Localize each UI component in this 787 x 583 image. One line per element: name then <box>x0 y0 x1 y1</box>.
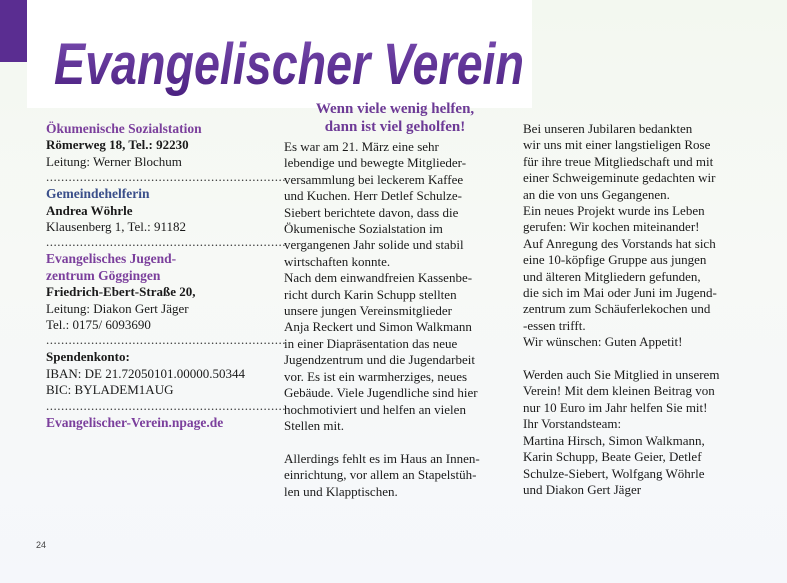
text-line: Verein! Mit dem kleinen Beitrag von <box>523 383 715 399</box>
text-line: einrichtung, vor allem an Stapelstüh- <box>284 467 477 483</box>
text-line: hochmotiviert und helfen an vielen <box>284 401 466 417</box>
article-body-2 <box>523 121 773 498</box>
jugendzentrum-phone: Tel.: 0175/ 6093690 <box>46 317 151 333</box>
text-line: Stellen mit. <box>284 417 344 433</box>
text-line: Schulze-Siebert, Wolfgang Wöhrle <box>523 465 705 481</box>
text-line: Auf Anregung des Vorstands hat sich <box>523 235 716 251</box>
text-line: Ihr Vorstandsteam: <box>523 416 622 432</box>
separator: ................................................................ <box>46 397 286 413</box>
text-line: Siebert berichtete davon, dass die <box>284 204 459 220</box>
text-line: die sich im Mai oder Juni im Jugend- <box>523 285 717 301</box>
text-line: Gebäude. Viele Jugendliche sind hier <box>284 385 478 401</box>
gemeindehelferin-address: Klausenberg 1, Tel.: 91182 <box>46 219 187 235</box>
text-line: und Kuchen. Herr Detlef Schulze- <box>284 188 462 204</box>
article-column-2 <box>523 121 773 498</box>
logo-text: Evangelischer Verein <box>54 32 524 97</box>
konto-bic: BIC: BYLADEM1AUG <box>46 382 174 398</box>
text-line: Bei unseren Jubilaren bedankten <box>523 121 693 136</box>
text-line: vergangenen Jahr solide und stabil <box>284 237 464 253</box>
konto-title: Spendenkonto: <box>46 349 130 365</box>
text-line: eine 10-köpfige Gruppe aus jungen <box>523 252 707 268</box>
text-line: Jugendzentrum und die Jugendarbeit <box>284 352 475 368</box>
text-line: Werden auch Sie Mitglied in unserem <box>523 367 720 383</box>
text-line: in einer Diapräsentation das neue <box>284 335 458 351</box>
text-line: Karin Schupp, Beate Geier, Detlef <box>523 449 702 465</box>
gemeindehelferin-title: Gemeindehelferin <box>46 186 150 202</box>
jugendzentrum-title-2: zentrum Göggingen <box>46 267 161 283</box>
text-line: für ihre treue Mitgliedschaft und mit <box>523 153 714 169</box>
text-line: gerufen: Wir kochen miteinander! <box>523 219 700 235</box>
text-line: vor. Es ist ein warmherziges, neues <box>284 368 468 384</box>
paragraph-gap <box>284 434 506 450</box>
text-line: Es war am 21. März eine sehr <box>284 139 439 154</box>
paragraph-gap <box>523 351 773 367</box>
article-column-1 <box>284 100 506 500</box>
text-line: lebendige und bewegte Mitglieder- <box>284 155 467 171</box>
konto-iban: IBAN: DE 21.72050101.00000.50344 <box>46 365 245 381</box>
sozialstation-lead: Leitung: Werner Blochum <box>46 153 182 169</box>
page-number: 24 <box>36 540 47 550</box>
contacts-column <box>46 121 286 431</box>
text-line: und älteren Mitgliedern gefunden, <box>523 268 701 284</box>
logo <box>50 12 530 104</box>
article-headline-2: dann ist viel geholfen! <box>324 119 466 135</box>
text-line: Martina Hirsch, Simon Walkmann, <box>523 432 705 448</box>
text-line: und Diakon Gert Jäger <box>523 481 642 497</box>
jugendzentrum-lead: Leitung: Diakon Gert Jäger <box>46 300 189 316</box>
jugendzentrum-title-1: Evangelisches Jugend- <box>46 251 177 267</box>
text-line: wir uns mit einer langstieligen Rose <box>523 137 711 153</box>
text-line: an die von uns Gegangenen. <box>523 186 670 202</box>
corner-tab <box>0 0 27 62</box>
text-line: wirtschaften konnte. <box>284 253 391 269</box>
sozialstation-title: Ökumenische Sozialstation <box>46 121 202 136</box>
article-body-1 <box>284 139 506 500</box>
sozialstation-address: Römerweg 18, Tel.: 92230 <box>46 137 189 153</box>
text-line: richt durch Karin Schupp stellten <box>284 286 457 302</box>
text-line: versammlung bei leckerem Kaffee <box>284 171 464 187</box>
website-link[interactable]: Evangelischer-Verein.npage.de <box>46 414 224 430</box>
text-line: len und Klapptischen. <box>284 483 398 499</box>
text-line: einer Schweigeminute gedachten wir <box>523 170 716 186</box>
article-headline-1: Wenn viele wenig helfen, <box>315 101 475 117</box>
text-line: zentrum zum Schäuferlekochen und <box>523 301 711 317</box>
text-line: -essen trifft. <box>523 317 586 333</box>
separator: ................................................................ <box>46 169 286 185</box>
text-line: Allerdings fehlt es im Haus an Innen- <box>284 450 480 466</box>
text-line: nur 10 Euro im Jahr helfen Sie mit! <box>523 399 708 415</box>
text-line: Ökumenische Sozialstation im <box>284 221 443 237</box>
separator: ................................................................ <box>46 332 286 348</box>
text-line: Ein neues Projekt wurde ins Leben <box>523 203 705 219</box>
text-line: Wir wünschen: Guten Appetit! <box>523 334 683 350</box>
text-line: unsere jungen Vereinsmitglieder <box>284 303 452 319</box>
jugendzentrum-address: Friedrich-Ebert-Straße 20, <box>46 284 196 300</box>
text-line: Anja Reckert und Simon Walkmann <box>284 319 472 335</box>
text-line: Nach dem einwandfreien Kassenbe- <box>284 270 473 286</box>
gemeindehelferin-name: Andrea Wöhrle <box>46 202 133 218</box>
separator: ................................................................ <box>46 234 286 250</box>
